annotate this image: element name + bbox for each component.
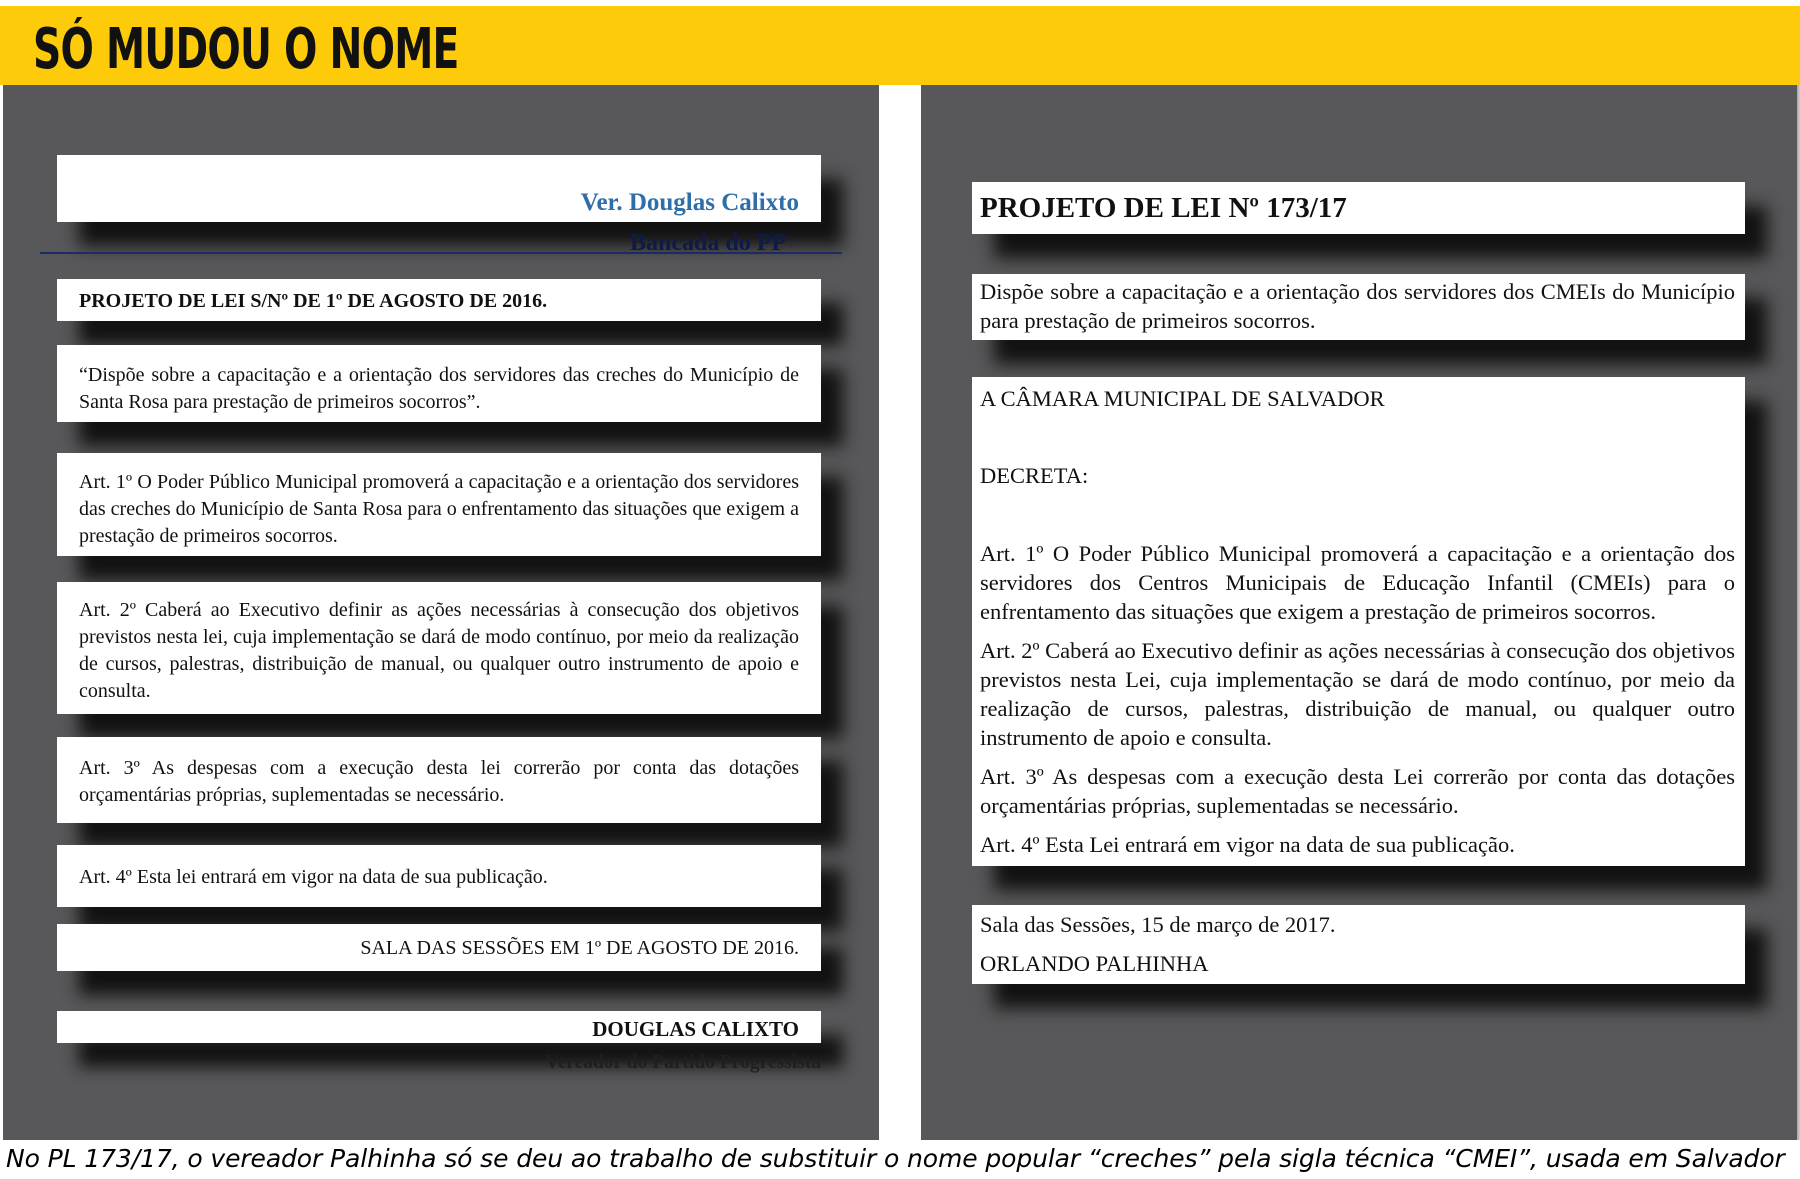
left-article-1-box <box>57 453 821 556</box>
left-signature-role: Vereador do Partido Progressista <box>545 1052 821 1073</box>
right-ementa: Dispõe sobre a capacitação e a orientação dos servidores dos CMEIs do Município para prestação de primeiros socorros. <box>980 279 1735 333</box>
left-article-2: Art. 2º Caberá ao Executivo definir as ações necessárias à consecução dos objetivos previstos nesta lei, cuja implementação se dará de modo contínuo, por meio da realização de cursos, palestras, distribuição de manual, ou qualquer outro instrumento de apoio e consulta. <box>79 599 799 702</box>
title-banner <box>0 6 1800 85</box>
right-sala-box <box>972 905 1745 984</box>
right-article-1: Art. 1º O Poder Público Municipal promoverá a capacitação e a orientação dos servidores dos Centros Municipais de Educação Infantil (CMEIs) para o enfrentamento das situações que exigem a prestação de primeiros socorros. <box>980 541 1735 624</box>
right-sala: Sala das Sessões, 15 de março de 2017. <box>980 912 1336 937</box>
right-decreta: DECRETA: <box>980 463 1089 488</box>
left-title: PROJETO DE LEI S/Nº DE 1º DE AGOSTO DE 2016. <box>79 290 548 312</box>
left-ementa-box <box>57 345 821 422</box>
banner-title: SÓ MUDOU O NOME <box>33 17 459 82</box>
left-author-party: Bancada do PP <box>630 230 787 256</box>
right-article-3: Art. 3º As despesas com a execução desta Lei correrão por conta das dotações orçamentárias próprias, suplementadas se necessário. <box>980 764 1735 818</box>
left-signature-box <box>57 1011 821 1043</box>
figure-caption: No PL 173/17, o vereador Palhinha só se deu ao trabalho de substituir o nome popular “creches” pela sigla técnica “CMEI”, usada em Salvador <box>6 1144 1785 1173</box>
left-article-1: Art. 1º O Poder Público Municipal promoverá a capacitação e a orientação dos servidores das creches do Município de Santa Rosa para o enfrentamento das situações que exigem a prestação de primeiros socorros. <box>79 471 799 547</box>
left-author-name: Ver. Douglas Calixto <box>580 189 799 216</box>
left-sala-box <box>57 924 821 971</box>
right-title-box <box>972 182 1745 234</box>
left-article-4: Art. 4º Esta lei entrará em vigor na data de sua publicação. <box>79 866 548 888</box>
left-article-2-box <box>57 582 821 714</box>
right-title: PROJETO DE LEI Nº 173/17 <box>980 192 1347 224</box>
right-article-4: Art. 4º Esta Lei entrará em vigor na data de sua publicação. <box>980 832 1515 857</box>
right-camara: A CÂMARA MUNICIPAL DE SALVADOR <box>980 386 1385 411</box>
left-sala: SALA DAS SESSÕES EM 1º DE AGOSTO DE 2016. <box>360 937 799 959</box>
right-signature-name: ORLANDO PALHINHA <box>980 951 1209 976</box>
left-signature-name: DOUGLAS CALIXTO <box>592 1017 799 1041</box>
right-article-2: Art. 2º Caberá ao Executivo definir as ações necessárias à consecução dos objetivos previstos nesta Lei, cuja implementação se dará de modo contínuo, por meio da realização de cursos, palestras, distribuição de manual, ou qualquer outro instrumento de apoio e consulta. <box>980 638 1735 750</box>
left-ementa: “Dispõe sobre a capacitação e a orientação dos servidores das creches do Município de Santa Rosa para prestação de primeiros socorros”. <box>79 364 799 413</box>
left-article-3: Art. 3º As despesas com a execução desta lei correrão por conta das dotações orçamentárias próprias, suplementadas se necessário. <box>79 757 799 806</box>
left-title-box <box>57 279 821 321</box>
left-article-3-box <box>57 737 821 823</box>
left-author-box <box>57 155 821 222</box>
left-article-4-box <box>57 845 821 907</box>
right-ementa-box <box>972 274 1745 340</box>
right-body-box <box>972 377 1745 866</box>
